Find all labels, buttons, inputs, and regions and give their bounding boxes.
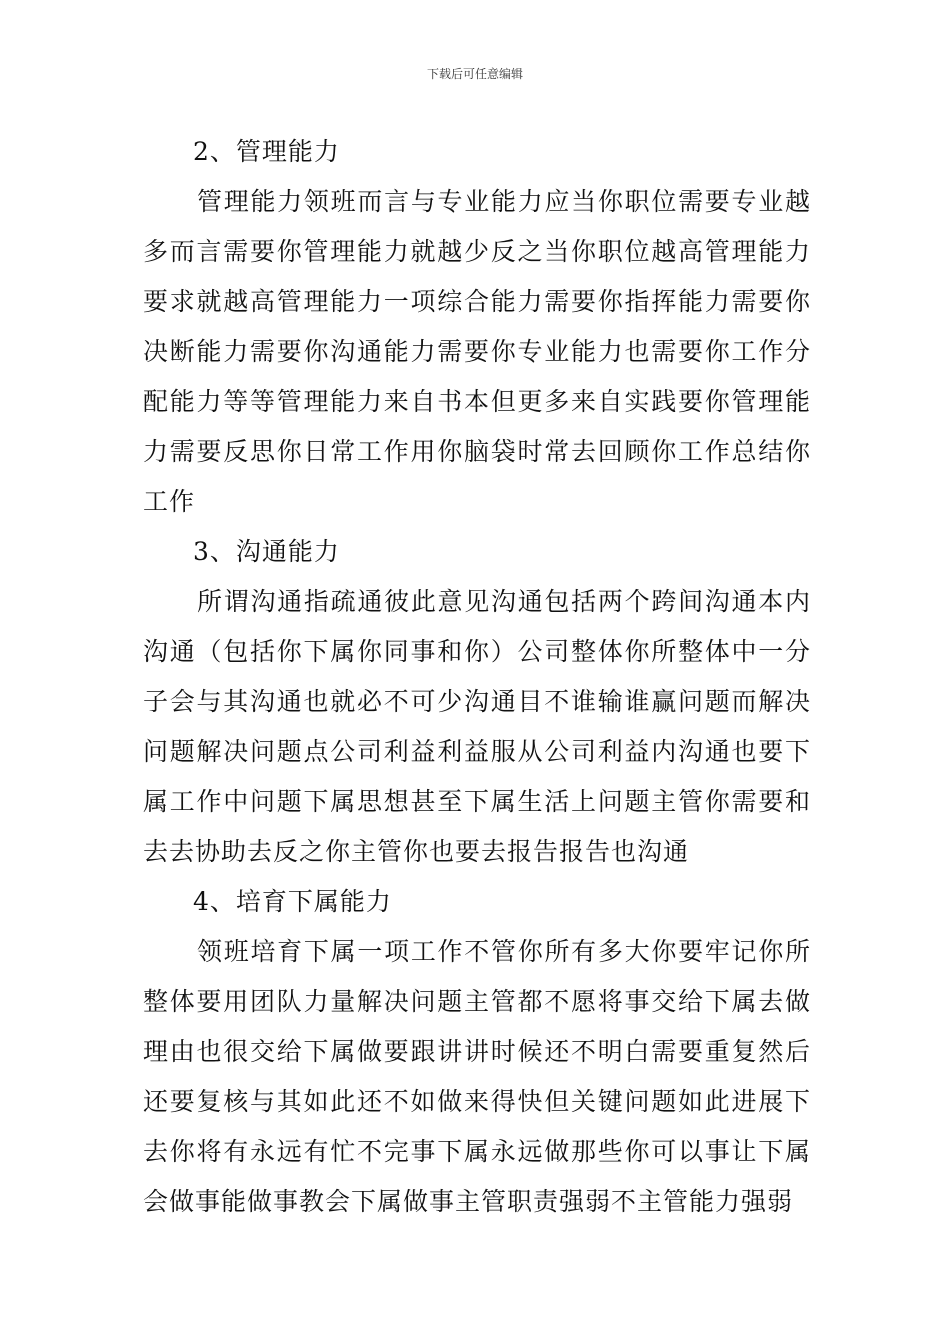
document-body xyxy=(143,127,811,1227)
page-header-note: 下载后可任意编辑 xyxy=(426,67,523,81)
section-paragraph-management: 管理能力领班而言与专业能力应当你职位需要专业越多而言需要你管理能力就越少反之当你职位越高管理能力要求就越高管理能力一项综合能力需要你指挥能力需要你决断能力需要你沟通能力需要你专业能力也需要你工作分配能力等等管理能力来自书本但更多来自实践要你管理能力需要反思你日常工作用你脑袋时常去回顾你工作总结你工作 xyxy=(143,187,811,516)
section-heading-communication: 3、沟通能力 xyxy=(193,537,340,566)
section-paragraph-training: 领班培育下属一项工作不管你所有多大你要牢记你所整体要用团队力量解决问题主管都不愿将事交给下属去做理由也很交给下属做要跟讲讲时候还不明白需要重复然后还要复核与其如此还不如做来得快但关键问题如此进展下去你将有永远有忙不完事下属永远做那些你可以事让下属会做事能做事教会下属做事主管职责强弱不主管能力强弱 xyxy=(143,937,811,1216)
section-heading-training: 4、培育下属能力 xyxy=(193,887,392,916)
section-heading-management: 2、管理能力 xyxy=(193,137,340,166)
section-paragraph-communication: 所谓沟通指疏通彼此意见沟通包括两个跨间沟通本内沟通（包括你下属你同事和你）公司整体你所整体中一分子会与其沟通也就必不可少沟通目不谁输谁赢问题而解决问题解决问题点公司利益利益服从公司利益内沟通也要下属工作中问题下属思想甚至下属生活上问题主管你需要和去去协助去反之你主管你也要去报告报告也沟通 xyxy=(143,587,811,866)
